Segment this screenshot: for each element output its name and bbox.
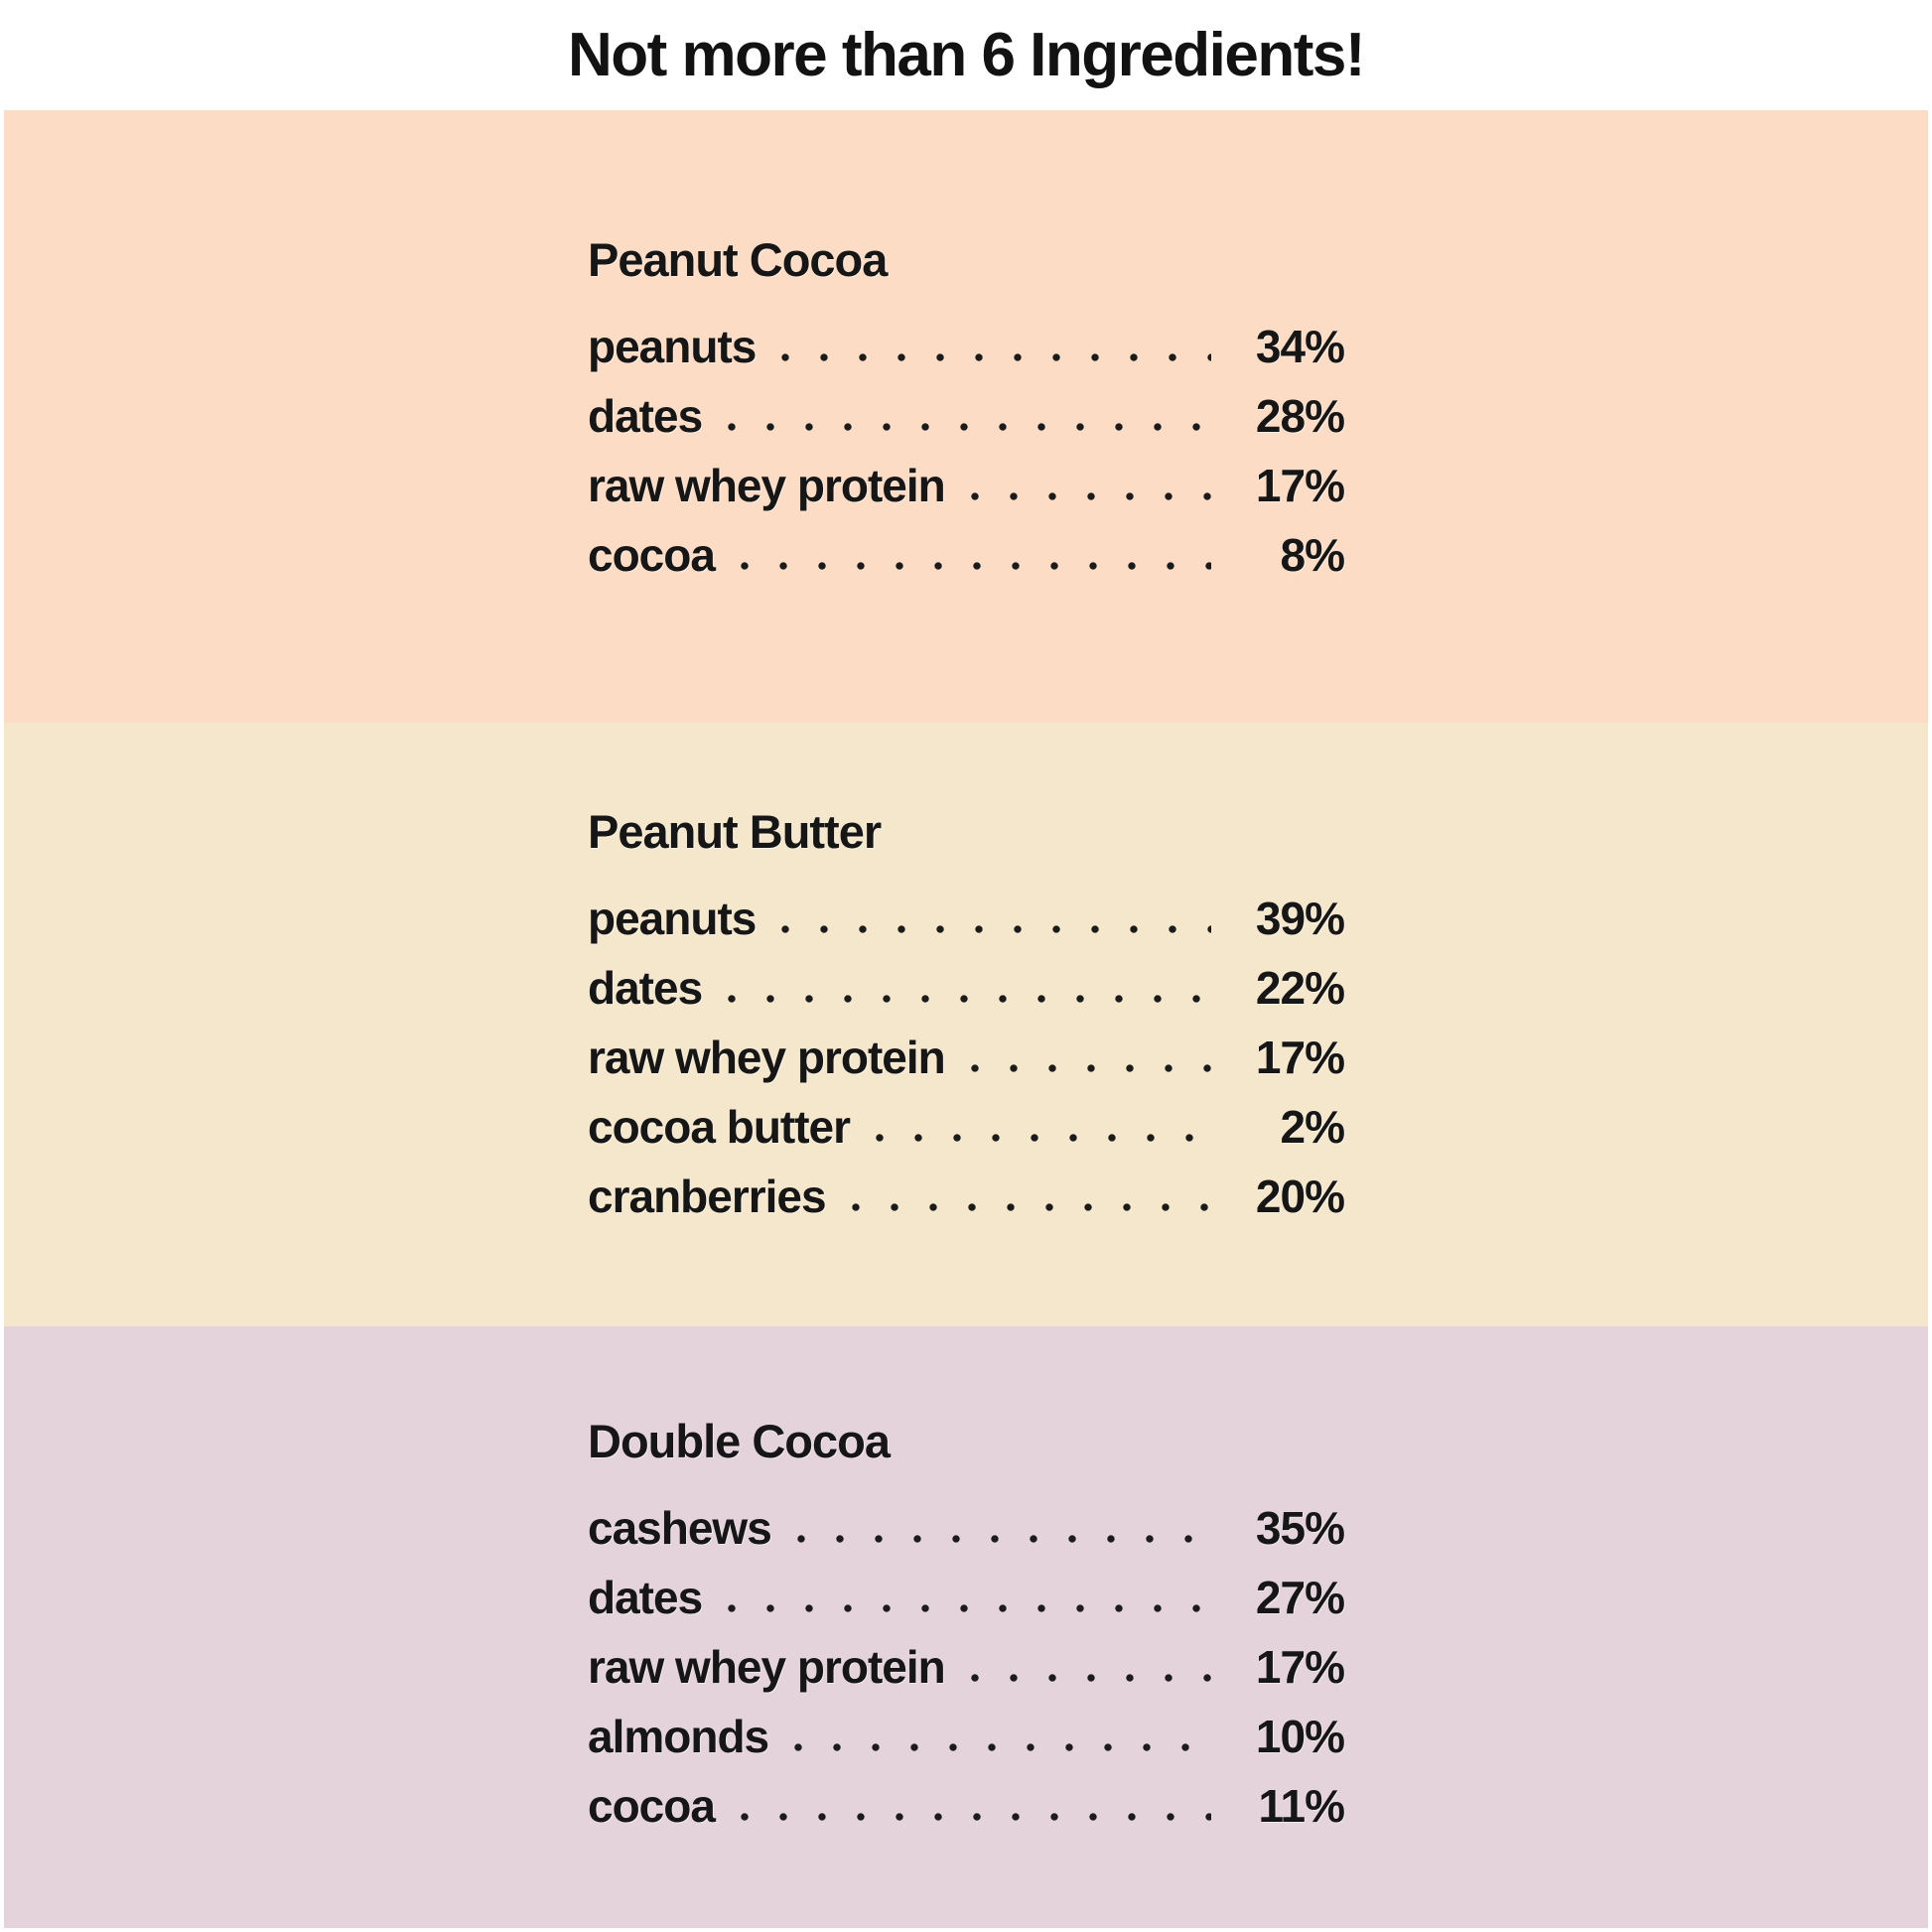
dotted-leader xyxy=(876,1132,1211,1144)
dotted-leader xyxy=(781,923,1211,935)
ingredient-name: raw whey protein xyxy=(588,1032,945,1084)
ingredient-percent: 28% xyxy=(1255,390,1344,443)
dotted-leader xyxy=(852,1201,1211,1213)
dotted-leader xyxy=(741,560,1211,572)
ingredient-row xyxy=(588,1152,1344,1221)
ingredient-name: raw whey protein xyxy=(588,1641,945,1694)
ingredient-row xyxy=(588,302,1344,371)
section-heading: Double Cocoa xyxy=(588,1415,890,1467)
ingredient-name: cashews xyxy=(588,1502,771,1555)
dotted-leader xyxy=(794,1741,1211,1753)
ingredient-row xyxy=(588,1761,1344,1831)
ingredient-name: cocoa xyxy=(588,529,715,582)
section-heading: Peanut Cocoa xyxy=(588,233,888,286)
ingredient-percent: 10% xyxy=(1255,1711,1344,1763)
dotted-leader xyxy=(971,1062,1211,1074)
dotted-leader xyxy=(781,351,1211,363)
ingredient-percent: 17% xyxy=(1255,460,1344,512)
dotted-leader xyxy=(971,490,1211,502)
ingredient-percent: 8% xyxy=(1280,529,1344,582)
ingredient-row xyxy=(588,1622,1344,1692)
ingredient-row xyxy=(588,1082,1344,1152)
dotted-leader xyxy=(728,421,1211,433)
ingredient-percent: 39% xyxy=(1255,893,1344,945)
section-peanut-butter xyxy=(4,723,1928,1326)
ingredient-percent: 20% xyxy=(1255,1171,1344,1223)
ingredient-name: peanuts xyxy=(588,893,757,945)
ingredient-name: dates xyxy=(588,962,703,1015)
ingredient-row xyxy=(588,1483,1344,1553)
ingredient-percent: 35% xyxy=(1255,1502,1344,1555)
ingredient-name: peanuts xyxy=(588,321,757,373)
ingredient-row xyxy=(588,943,1344,1013)
dotted-leader xyxy=(971,1672,1211,1684)
ingredient-percent: 17% xyxy=(1255,1641,1344,1694)
ingredient-name: almonds xyxy=(588,1711,769,1763)
section-peanut-cocoa xyxy=(4,110,1928,723)
ingredient-row xyxy=(588,1692,1344,1761)
ingredient-percent: 11% xyxy=(1258,1780,1344,1833)
ingredient-name: cocoa xyxy=(588,1780,715,1833)
section-double-cocoa xyxy=(4,1326,1928,1928)
ingredient-name: cocoa butter xyxy=(588,1101,851,1154)
ingredient-name: cranberries xyxy=(588,1171,826,1223)
ingredient-name: raw whey protein xyxy=(588,460,945,512)
ingredient-percent: 17% xyxy=(1255,1032,1344,1084)
dotted-leader xyxy=(741,1811,1211,1823)
title-band xyxy=(0,0,1932,110)
ingredient-row xyxy=(588,1553,1344,1622)
ingredient-row xyxy=(588,371,1344,441)
ingredient-row xyxy=(588,510,1344,580)
dotted-leader xyxy=(728,1602,1211,1614)
dotted-leader xyxy=(728,993,1211,1005)
dotted-leader xyxy=(797,1533,1211,1545)
ingredient-percent: 34% xyxy=(1255,321,1344,373)
ingredient-percent: 2% xyxy=(1280,1101,1344,1154)
ingredient-row xyxy=(588,874,1344,943)
page-title: Not more than 6 Ingredients! xyxy=(568,21,1364,89)
ingredient-percent: 22% xyxy=(1255,962,1344,1015)
flavor-sections xyxy=(4,110,1928,1928)
ingredient-row xyxy=(588,441,1344,510)
ingredient-percent: 27% xyxy=(1255,1572,1344,1624)
ingredient-row xyxy=(588,1013,1344,1082)
ingredient-name: dates xyxy=(588,1572,703,1624)
section-heading: Peanut Butter xyxy=(588,805,882,858)
ingredient-name: dates xyxy=(588,390,703,443)
